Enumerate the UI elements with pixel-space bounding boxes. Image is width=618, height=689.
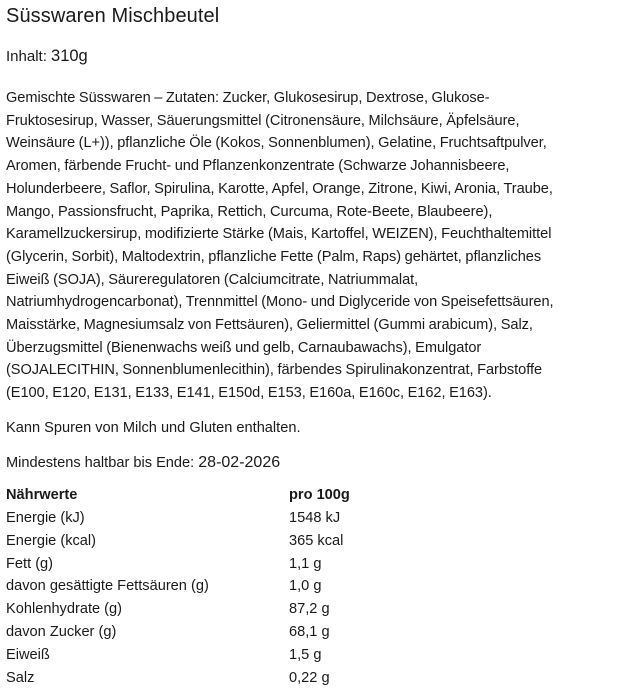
nutrient-value: 1,5 g: [289, 646, 322, 663]
table-row: [6, 643, 489, 666]
net-content-label: Inhalt:: [6, 48, 52, 65]
table-row: [6, 598, 489, 621]
nutrient-value: 1,1 g: [289, 555, 322, 572]
nutrition-header-row: [6, 484, 489, 507]
table-row: [6, 529, 489, 552]
nutrient-name: Eiweiß: [6, 646, 50, 663]
nutrient-name: Kohlenhydrate (g): [6, 601, 123, 618]
nutrient-name: Salz: [6, 669, 35, 686]
net-content-value: 310g: [51, 47, 88, 65]
nutrient-name: Energie (kJ): [6, 510, 85, 527]
table-row: [6, 552, 489, 575]
table-row: [6, 621, 489, 644]
nutrient-value: 0,22 g: [289, 669, 330, 686]
product-title: Süsswaren Mischbeutel: [6, 5, 220, 27]
net-content: [6, 45, 612, 68]
nutrient-name: Energie (kcal): [6, 532, 97, 549]
table-row: [6, 666, 489, 689]
nutrient-value: 1,0 g: [289, 578, 322, 595]
nutrient-name: Fett (g): [6, 555, 54, 572]
nutrition-header-value: pro 100g: [289, 487, 350, 504]
nutrient-value: 68,1 g: [289, 624, 330, 641]
best-before-date: 28-02-2026: [198, 453, 281, 471]
allergen-note: Kann Spuren von Milch und Gluten enthalten.: [6, 419, 301, 436]
nutrient-value: 1548 kJ: [289, 510, 341, 527]
table-row: [6, 507, 489, 530]
table-row: [6, 575, 489, 598]
ingredients-text: Gemischte Süsswaren – Zutaten: Zucker, Glukosesirup, Dextrose, Glukose- Fruktosesirup, Wasser, Säuerungsmittel (Citronensäure, Milchsäure, Äpfelsäure, Weinsäure (L+)), pflanzliche Öle (Kokos, Sonnenblumen), Gelatine, Fruchtsaftpulver, Aromen, färbende Frucht- und Pflanzenkonzentrate (Schwarze Johannisbeere, Holunderbeere, Saflor, Spirulina, Karotte, Apfel, Orange, Zitrone, Kiwi, Aronia, Traube, Mango, Passionsfrucht, Paprika, Rettich, Curcuma, Rote-Beete, Blaubeere), Karamellzuckersirup, modifizierte Stärke (Mais, Kartoffel, WEIZEN), Feuchthaltemittel (Glycerin, Sorbit), Maltodextrin, pflanzliche Fette (Palm, Raps) gehärtet, pflanzliches Eiweiß (SOJA), Säureregulatoren (Calciumcitrate, Natriummalat, Natriumhydrogencarbonat), Trennmittel (Mono- und Diglyceride von Speisefettsäuren, Maisstärke, Magnesiumsalz von Fettsäuren), Geliermittel (Gummi arabicum), Salz, Überzugsmittel (Bienenwachs weiß und gelb, Carnaubawachs), Emulgator (SOJALECITHIN, Sonnenblumenlecithin), färbendes Spirulinakonzentrat, Farbstoffe (E100, E120, E131, E133, E141, E150d, E153, E160a, E160c, E162, E163).: [6, 90, 554, 402]
nutrient-name: davon Zucker (g): [6, 624, 117, 641]
best-before: [6, 451, 612, 475]
nutrition-table: [6, 484, 489, 689]
nutrition-header-name: Nährwerte: [6, 487, 78, 504]
nutrient-value: 365 kcal: [289, 532, 344, 549]
nutrient-name: davon gesättigte Fettsäuren (g): [6, 578, 209, 595]
nutrient-value: 87,2 g: [289, 601, 330, 618]
best-before-label: Mindestens haltbar bis Ende:: [6, 454, 199, 471]
